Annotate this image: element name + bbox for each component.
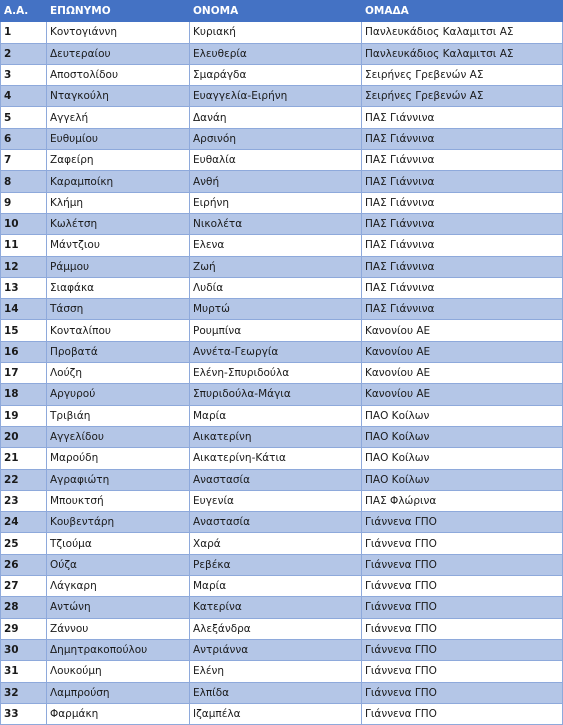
cell-surname: Αγραφιώτη [47, 469, 190, 490]
cell-team: Γιάννενα ΓΠΟ [362, 554, 563, 575]
cell-team: Πανλευκάδιος Καλαμιτσι ΑΣ [362, 22, 563, 43]
cell-surname: Ράμμου [47, 256, 190, 277]
table-body [1, 22, 563, 725]
header-surname: ΕΠΩΝΥΜΟ [47, 1, 190, 22]
table-row [1, 490, 563, 511]
table-row [1, 64, 563, 85]
cell-team: Γιάννενα ΓΠΟ [362, 533, 563, 554]
cell-name: Αλεξάνδρα [190, 618, 362, 639]
cell-surname: Ευθυμίου [47, 128, 190, 149]
cell-aa: 23 [1, 490, 47, 511]
cell-name: Ελένη [190, 661, 362, 682]
cell-name: Ζωή [190, 256, 362, 277]
cell-aa: 5 [1, 107, 47, 128]
table-row [1, 554, 563, 575]
table-row [1, 86, 563, 107]
cell-name: Μαρία [190, 576, 362, 597]
table-row [1, 618, 563, 639]
cell-surname: Λουκούμη [47, 661, 190, 682]
header-row [1, 1, 563, 22]
cell-name: Αναστασία [190, 512, 362, 533]
cell-aa: 4 [1, 86, 47, 107]
cell-surname: Λαμπρούση [47, 682, 190, 703]
table-row [1, 128, 563, 149]
cell-surname: Μαρούδη [47, 448, 190, 469]
cell-name: Ελένη-Σπυριδούλα [190, 363, 362, 384]
cell-aa: 1 [1, 22, 47, 43]
table-row [1, 341, 563, 362]
table-row [1, 320, 563, 341]
cell-name: Ανθή [190, 171, 362, 192]
cell-team: Γιάννενα ΓΠΟ [362, 703, 563, 724]
cell-name: Αναστασία [190, 469, 362, 490]
cell-name: Σμαράγδα [190, 64, 362, 85]
cell-surname: Αποστολίδου [47, 64, 190, 85]
cell-name: Χαρά [190, 533, 362, 554]
cell-aa: 27 [1, 576, 47, 597]
cell-aa: 17 [1, 363, 47, 384]
cell-team: ΠΑΣ Γιάννινα [362, 150, 563, 171]
cell-surname: Κλήμη [47, 192, 190, 213]
cell-aa: 21 [1, 448, 47, 469]
cell-surname: Αντώνη [47, 597, 190, 618]
cell-team: ΠΑΣ Γιάννινα [362, 299, 563, 320]
table-row [1, 533, 563, 554]
cell-aa: 31 [1, 661, 47, 682]
cell-surname: Μάντζιου [47, 235, 190, 256]
cell-aa: 19 [1, 405, 47, 426]
cell-team: ΠΑΣ Γιάννινα [362, 235, 563, 256]
cell-name: Μαρία [190, 405, 362, 426]
table-row [1, 22, 563, 43]
table-row [1, 107, 563, 128]
table-row [1, 703, 563, 724]
cell-team: Γιάννενα ΓΠΟ [362, 597, 563, 618]
cell-team: ΠΑΟ Κοίλων [362, 405, 563, 426]
cell-team: Γιάννενα ΓΠΟ [362, 682, 563, 703]
table-row [1, 299, 563, 320]
cell-name: Αντριάννα [190, 639, 362, 660]
cell-aa: 14 [1, 299, 47, 320]
table-row [1, 171, 563, 192]
table-row [1, 448, 563, 469]
cell-surname: Κονταλίπου [47, 320, 190, 341]
table-row [1, 235, 563, 256]
cell-surname: Δευτεραίου [47, 43, 190, 64]
cell-aa: 10 [1, 213, 47, 234]
cell-surname: Κωλέτση [47, 213, 190, 234]
cell-surname: Λούζη [47, 363, 190, 384]
table-row [1, 405, 563, 426]
cell-name: Ρουμπίνα [190, 320, 362, 341]
cell-surname: Προβατά [47, 341, 190, 362]
cell-team: ΠΑΣ Γιάννινα [362, 128, 563, 149]
cell-aa: 15 [1, 320, 47, 341]
cell-team: Γιάννενα ΓΠΟ [362, 576, 563, 597]
cell-aa: 22 [1, 469, 47, 490]
cell-name: Ελενα [190, 235, 362, 256]
cell-aa: 29 [1, 618, 47, 639]
cell-surname: Μπουκτσή [47, 490, 190, 511]
cell-name: Αρσινόη [190, 128, 362, 149]
cell-surname: Αργυρού [47, 384, 190, 405]
cell-name: Ευαγγελία-Ειρήνη [190, 86, 362, 107]
cell-team: Σειρήνες Γρεβενών ΑΣ [362, 86, 563, 107]
table-row [1, 256, 563, 277]
cell-team: ΠΑΟ Κοίλων [362, 426, 563, 447]
cell-aa: 2 [1, 43, 47, 64]
cell-aa: 33 [1, 703, 47, 724]
cell-aa: 8 [1, 171, 47, 192]
cell-surname: Ζαφείρη [47, 150, 190, 171]
cell-team: Κανονίου ΑΕ [362, 384, 563, 405]
cell-surname: Ούζα [47, 554, 190, 575]
cell-name: Μυρτώ [190, 299, 362, 320]
cell-name: Κυριακή [190, 22, 362, 43]
cell-team: ΠΑΣ Γιάννινα [362, 107, 563, 128]
cell-surname: Καραμποίκη [47, 171, 190, 192]
cell-surname: Τριβιάη [47, 405, 190, 426]
table-row [1, 150, 563, 171]
cell-surname: Δημητρακοπούλου [47, 639, 190, 660]
header-name: ΟΝΟΜΑ [190, 1, 362, 22]
cell-aa: 3 [1, 64, 47, 85]
cell-name: Ευθαλία [190, 150, 362, 171]
cell-surname: Νταγκούλη [47, 86, 190, 107]
table-row [1, 576, 563, 597]
cell-team: Κανονίου ΑΕ [362, 363, 563, 384]
header-aa: Α.Α. [1, 1, 47, 22]
cell-aa: 26 [1, 554, 47, 575]
cell-name: Δανάη [190, 107, 362, 128]
table-row [1, 192, 563, 213]
cell-team: Γιάννενα ΓΠΟ [362, 639, 563, 660]
cell-name: Σπυριδούλα-Μάγια [190, 384, 362, 405]
table-row [1, 469, 563, 490]
cell-team: Πανλευκάδιος Καλαμιτσι ΑΣ [362, 43, 563, 64]
cell-surname: Τάσση [47, 299, 190, 320]
cell-team: Κανονίου ΑΕ [362, 320, 563, 341]
table-row [1, 213, 563, 234]
cell-team: ΠΑΣ Γιάννινα [362, 192, 563, 213]
cell-surname: Λάγκαρη [47, 576, 190, 597]
cell-aa: 30 [1, 639, 47, 660]
cell-aa: 12 [1, 256, 47, 277]
cell-surname: Αγγελίδου [47, 426, 190, 447]
cell-aa: 9 [1, 192, 47, 213]
cell-team: Σειρήνες Γρεβενών ΑΣ [362, 64, 563, 85]
table-row [1, 639, 563, 660]
cell-surname: Κοντογιάννη [47, 22, 190, 43]
cell-aa: 24 [1, 512, 47, 533]
cell-name: Αικατερίνη [190, 426, 362, 447]
cell-name: Κατερίνα [190, 597, 362, 618]
cell-name: Νικολέτα [190, 213, 362, 234]
cell-name: Αικατερίνη-Κάτια [190, 448, 362, 469]
cell-aa: 32 [1, 682, 47, 703]
table-row [1, 43, 563, 64]
cell-team: ΠΑΟ Κοίλων [362, 448, 563, 469]
table-row [1, 426, 563, 447]
cell-aa: 13 [1, 277, 47, 298]
cell-name: Αννέτα-Γεωργία [190, 341, 362, 362]
table-row [1, 384, 563, 405]
cell-name: Ευγενία [190, 490, 362, 511]
cell-aa: 25 [1, 533, 47, 554]
cell-team: ΠΑΟ Κοίλων [362, 469, 563, 490]
table-row [1, 597, 563, 618]
cell-surname: Κουβεντάρη [47, 512, 190, 533]
cell-name: Ειρήνη [190, 192, 362, 213]
cell-name: Ελπίδα [190, 682, 362, 703]
table-row [1, 512, 563, 533]
cell-aa: 16 [1, 341, 47, 362]
cell-name: Ρεβέκα [190, 554, 362, 575]
cell-team: ΠΑΣ Φλώρινα [362, 490, 563, 511]
cell-surname: Τζιούμα [47, 533, 190, 554]
cell-team: Κανονίου ΑΕ [362, 341, 563, 362]
cell-team: Γιάννενα ΓΠΟ [362, 512, 563, 533]
cell-team: ΠΑΣ Γιάννινα [362, 256, 563, 277]
table-header [1, 1, 563, 22]
cell-team: Γιάννενα ΓΠΟ [362, 618, 563, 639]
cell-surname: Φαρμάκη [47, 703, 190, 724]
cell-surname: Αγγελή [47, 107, 190, 128]
header-team: ΟΜΑΔΑ [362, 1, 563, 22]
cell-name: Ιζαμπέλα [190, 703, 362, 724]
table-row [1, 661, 563, 682]
cell-aa: 7 [1, 150, 47, 171]
table-row [1, 363, 563, 384]
cell-team: ΠΑΣ Γιάννινα [362, 277, 563, 298]
cell-name: Ελευθερία [190, 43, 362, 64]
cell-team: ΠΑΣ Γιάννινα [362, 171, 563, 192]
cell-aa: 6 [1, 128, 47, 149]
cell-name: Λυδία [190, 277, 362, 298]
table-row [1, 682, 563, 703]
cell-aa: 11 [1, 235, 47, 256]
cell-aa: 28 [1, 597, 47, 618]
cell-surname: Ζάννου [47, 618, 190, 639]
cell-aa: 18 [1, 384, 47, 405]
table-row [1, 277, 563, 298]
cell-team: Γιάννενα ΓΠΟ [362, 661, 563, 682]
cell-surname: Σιαφάκα [47, 277, 190, 298]
cell-aa: 20 [1, 426, 47, 447]
cell-team: ΠΑΣ Γιάννινα [362, 213, 563, 234]
